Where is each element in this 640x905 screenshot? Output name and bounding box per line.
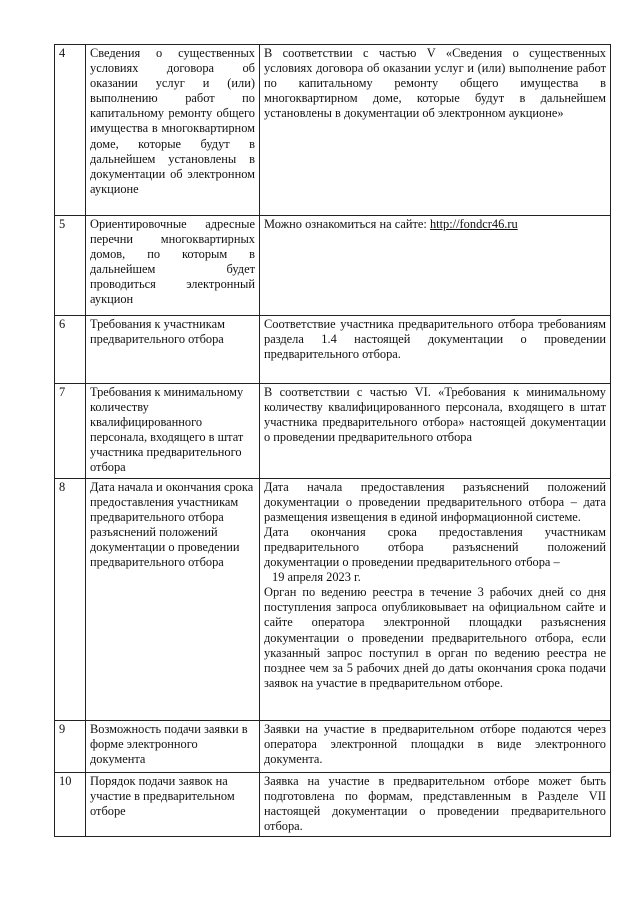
table-row — [55, 384, 611, 479]
row-number: 4 — [55, 45, 86, 216]
table-row — [55, 45, 611, 216]
row-title: Порядок подачи заявок на участие в предварительном отборе — [86, 772, 260, 836]
row-description: В соответствии с частью VI. «Требования к минимальному количеству квалифицированного персонала, входящего в штат участника предварительного отбора» настоящей документации о проведении предварительного отбора — [260, 384, 611, 479]
row-title: Требования к минимальному количеству квалифицированного персонала, входящего в штат участника предварительного отбора — [86, 384, 260, 479]
table-row — [55, 216, 611, 316]
row-number: 9 — [55, 720, 86, 772]
row-number: 5 — [55, 216, 86, 316]
table-row — [55, 720, 611, 772]
row-description: В соответствии с частью V «Сведения о существенных условиях договора об оказании услуг и (или) выполнение работ по капитальному ремонту общего имущества в многоквартирном доме, которые будут в дальнейшем установлены в документации об электронном аукционе» — [260, 45, 611, 216]
row-title: Требования к участникам предварительного отбора — [86, 316, 260, 384]
row-number: 6 — [55, 316, 86, 384]
table-row — [55, 316, 611, 384]
row-number: 8 — [55, 478, 86, 720]
table-row — [55, 478, 611, 720]
clarification-end-paragraph: Дата окончания срока предоставления участникам предварительного отбора разъяснений положений документации о проведении предварительного отбора – — [264, 524, 606, 570]
clarification-start-paragraph: Дата начала предоставления разъяснений положений документации о проведении предварительного отбора – дата размещения извещения в единой информационной системе. — [264, 479, 606, 524]
row-description: Заявки на участие в предварительном отборе подаются через оператора электронной площадки в виде электронного документа. — [260, 720, 611, 772]
row-title: Сведения о существенных условиях договора об оказании услуг и (или) выполнению работ по капитальному ремонту общего имущества в многоквартирном доме, которые будут в дальнейшем установлены в документации об электронном аукционе — [86, 45, 260, 216]
publication-paragraph: Орган по ведению реестра в течение 3 рабочих дней со дня поступления запроса опубликовывает на официальном сайте и сайте оператора электронной площадки разъяснения документации о проведении предварительного отбора, если указанный запрос поступил в орган по ведению реестра не позднее чем за 5 рабочих дней до даты окончания срока подачи заявок на участие в предварительном отборе. — [264, 585, 606, 690]
row-description: Соответствие участника предварительного отбора требованиям раздела 1.4 настоящей документации о проведении предварительного отбора. — [260, 316, 611, 384]
row-title: Дата начала и окончания срока предоставления участникам предварительного отбора разъяснений положений документации о проведении предварительного отбора — [86, 478, 260, 720]
table-row — [55, 772, 611, 836]
clarification-end-date: 19 апреля 2023 г. — [272, 570, 361, 585]
row-description — [260, 216, 611, 316]
row-number: 7 — [55, 384, 86, 479]
row-title: Ориентировочные адресные перечни многоквартирных домов, по которым в дальнейшем будет проводиться электронный аукцион — [86, 216, 260, 316]
row-title: Возможность подачи заявки в форме электронного документа — [86, 720, 260, 772]
row-description: Заявка на участие в предварительном отборе может быть подготовлена по формам, представленным в Разделе VII настоящей документации о проведении предварительного отбора. — [260, 772, 611, 836]
document-table — [54, 44, 611, 837]
site-link[interactable]: http://fondcr46.ru — [429, 217, 518, 231]
row-number: 10 — [55, 772, 86, 836]
site-text: Можно ознакомиться на сайте: — [264, 217, 430, 231]
row-description — [260, 478, 611, 720]
